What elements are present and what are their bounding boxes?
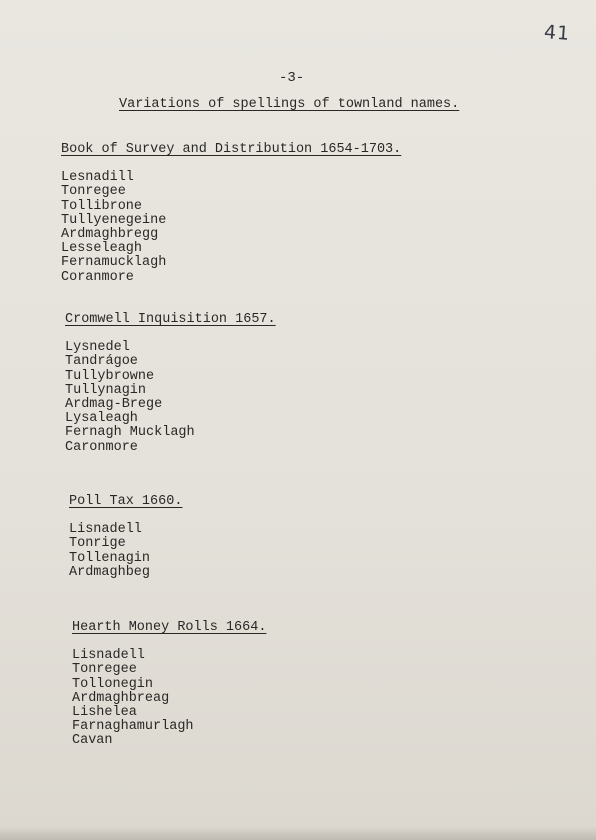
- handwritten-page-number: 41: [543, 21, 571, 45]
- townland-name: Tonrige: [69, 536, 126, 552]
- townland-name: Ardmaghbregg: [61, 227, 159, 243]
- townland-name: Lesnadill: [61, 170, 134, 186]
- section-book-of-survey: [61, 143, 401, 285]
- townland-name: Caronmore: [65, 439, 138, 455]
- section-cromwell-inquisition: [65, 313, 276, 455]
- townland-name: Lysnedel: [65, 340, 130, 356]
- townland-name: Tullybrowne: [65, 368, 155, 384]
- typed-page-number: -3-: [279, 70, 305, 86]
- section-hearth-money-rolls: [72, 621, 266, 749]
- townland-name: Coranmore: [61, 269, 134, 285]
- townland-list: [65, 341, 276, 455]
- townland-name: Ardmaghbeg: [69, 564, 151, 580]
- section-poll-tax: [69, 495, 182, 580]
- section-heading: Book of Survey and Distribution 1654-1703.: [61, 142, 402, 157]
- townland-list: [72, 649, 266, 748]
- townland-name: Tollonegin: [72, 676, 154, 692]
- townland-name: Lishelea: [72, 705, 137, 721]
- townland-name: Tullynagin: [65, 382, 147, 398]
- townland-name: Lesseleagh: [61, 241, 143, 257]
- townland-name: Tonregee: [61, 184, 126, 200]
- paper-bottom-shadow: [0, 826, 596, 840]
- townland-list: [61, 171, 401, 285]
- townland-name: Lysaleagh: [65, 411, 138, 427]
- townland-name: Farnaghamurlagh: [72, 719, 194, 735]
- townland-name: Tollenagin: [69, 550, 151, 566]
- townland-name: Tullyenegeine: [61, 212, 167, 228]
- section-heading: Poll Tax 1660.: [69, 494, 183, 509]
- townland-name: Lisnadell: [72, 648, 145, 664]
- townland-name: Ardmag-Brege: [65, 397, 163, 413]
- townland-name: Fernamucklagh: [61, 255, 167, 271]
- townland-name: Cavan: [72, 733, 113, 749]
- townland-name: Tollibrone: [61, 198, 143, 214]
- townland-list: [69, 523, 182, 580]
- section-heading: Cromwell Inquisition 1657.: [65, 312, 276, 327]
- section-heading: Hearth Money Rolls 1664.: [72, 620, 267, 635]
- townland-name: Fernagh Mucklagh: [65, 425, 195, 441]
- townland-name: Ardmaghbreag: [72, 690, 170, 706]
- townland-name: Tandrágoe: [65, 354, 138, 370]
- townland-name: Lisnadell: [69, 522, 142, 538]
- document-title: Variations of spellings of townland names.: [119, 97, 460, 112]
- townland-name: Tonregee: [72, 662, 137, 678]
